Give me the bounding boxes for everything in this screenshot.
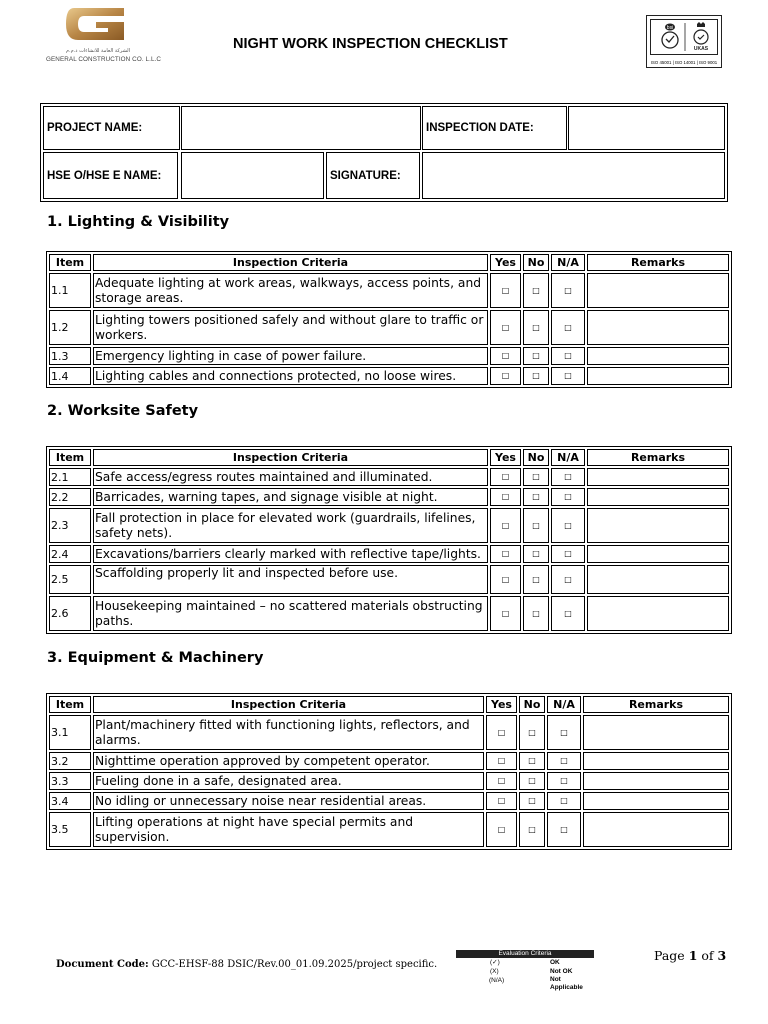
remarks-field[interactable] (587, 596, 729, 631)
table-header-row (49, 696, 729, 713)
inspection-criteria: Fueling done in a safe, designated area. (93, 772, 484, 790)
checklist-row (49, 752, 729, 770)
criteria-header: Inspection Criteria (93, 696, 484, 713)
no-header: No (523, 449, 549, 466)
checklist-row (49, 347, 729, 365)
legend-symbol: (✓) (490, 959, 500, 966)
item-number: 2.4 (49, 545, 91, 563)
inspection-criteria: Nighttime operation approved by competent operator. (93, 752, 484, 770)
yes-header: Yes (490, 254, 521, 271)
inspection-criteria: Emergency lighting in case of power failure. (93, 347, 488, 365)
no-checkbox[interactable]: □ (523, 310, 549, 345)
remarks-header: Remarks (587, 449, 729, 466)
no-checkbox[interactable]: □ (523, 347, 549, 365)
inspection-criteria: Safe access/egress routes maintained and illuminated. (93, 468, 488, 486)
legend-meaning: OK (550, 959, 560, 966)
evaluation-criteria-legend (456, 950, 594, 998)
remarks-field[interactable] (583, 772, 729, 790)
company-logo-mark (64, 6, 128, 42)
yes-header: Yes (486, 696, 517, 713)
section-title-lighting: 1. Lighting & Visibility (47, 214, 230, 230)
yes-checkbox[interactable]: □ (490, 596, 521, 631)
yes-checkbox[interactable]: □ (490, 273, 521, 308)
checklist-row (49, 565, 729, 594)
document-code-value: GCC-EHSF-88 DSIC/Rev.00_01.09.2025/project specific. (148, 959, 438, 970)
remarks-header: Remarks (587, 254, 729, 271)
worksite-safety-checklist-table (46, 446, 732, 634)
ukas-mark-text: UKAS (693, 46, 709, 52)
na-checkbox[interactable]: □ (551, 596, 585, 631)
yes-checkbox[interactable]: □ (486, 772, 517, 790)
page-word: Page (654, 948, 689, 963)
item-header: Item (49, 696, 91, 713)
yes-checkbox[interactable]: □ (490, 310, 521, 345)
na-checkbox[interactable]: □ (551, 273, 585, 308)
na-checkbox[interactable]: □ (551, 488, 585, 506)
checklist-row (49, 792, 729, 810)
item-number: 2.3 (49, 508, 91, 543)
yes-header: Yes (490, 449, 521, 466)
section-title-worksite-safety: 2. Worksite Safety (47, 403, 199, 419)
yes-checkbox[interactable]: □ (490, 347, 521, 365)
inspection-criteria: Scaffolding properly lit and inspected before use. (93, 565, 488, 594)
remarks-field[interactable] (587, 488, 729, 506)
item-number: 1.2 (49, 310, 91, 345)
checklist-row (49, 367, 729, 385)
criteria-header: Inspection Criteria (93, 449, 488, 466)
project-name-field[interactable] (181, 106, 421, 150)
inspection-date-label: INSPECTION DATE: (422, 106, 567, 150)
item-header: Item (49, 254, 91, 271)
item-number: 2.5 (49, 565, 91, 594)
inspection-criteria: Fall protection in place for elevated work (guardrails, lifelines, safety nets). (93, 508, 488, 543)
remarks-field[interactable] (587, 273, 729, 308)
hse-name-field[interactable] (181, 152, 324, 199)
no-checkbox[interactable]: □ (523, 367, 549, 385)
table-header-row (49, 254, 729, 271)
yes-checkbox[interactable]: □ (486, 812, 517, 847)
bsi-mark-text: bsi (666, 25, 674, 31)
yes-checkbox[interactable]: □ (490, 508, 521, 543)
no-checkbox[interactable]: □ (523, 508, 549, 543)
yes-checkbox[interactable]: □ (490, 488, 521, 506)
no-checkbox[interactable]: □ (523, 545, 549, 563)
na-checkbox[interactable]: □ (551, 565, 585, 594)
company-logo (46, 6, 162, 66)
item-number: 1.1 (49, 273, 91, 308)
na-checkbox[interactable]: □ (551, 310, 585, 345)
no-header: No (519, 696, 545, 713)
na-checkbox[interactable]: □ (547, 772, 581, 790)
page-current: 1 (688, 948, 698, 963)
checklist-row (49, 508, 729, 543)
inspection-criteria: Lighting towers positioned safely and without glare to traffic or workers. (93, 310, 488, 345)
remarks-field[interactable] (587, 468, 729, 486)
page-total: 3 (717, 948, 727, 963)
na-checkbox[interactable]: □ (547, 812, 581, 847)
na-header: N/A (551, 254, 585, 271)
na-checkbox[interactable]: □ (551, 367, 585, 385)
legend-symbol: (X) (490, 968, 499, 975)
no-checkbox[interactable]: □ (519, 715, 545, 750)
na-checkbox[interactable]: □ (547, 792, 581, 810)
legend-meaning: Not OK (550, 968, 573, 975)
inspection-criteria: Housekeeping maintained – no scattered materials obstructing paths. (93, 596, 488, 631)
yes-checkbox[interactable]: □ (490, 367, 521, 385)
na-header: N/A (547, 696, 581, 713)
item-number: 3.4 (49, 792, 91, 810)
remarks-field[interactable] (583, 752, 729, 770)
inspection-criteria: No idling or unnecessary noise near residential areas. (93, 792, 484, 810)
page-of: of (697, 948, 718, 963)
section-title-equipment: 3. Equipment & Machinery (47, 650, 264, 666)
item-number: 1.3 (49, 347, 91, 365)
legend-row (456, 976, 594, 994)
inspection-criteria: Lighting cables and connections protected, no loose wires. (93, 367, 488, 385)
remarks-field[interactable] (587, 565, 729, 594)
checklist-row (49, 812, 729, 847)
no-checkbox[interactable]: □ (523, 488, 549, 506)
item-number: 2.2 (49, 488, 91, 506)
no-checkbox[interactable]: □ (519, 812, 545, 847)
checklist-row (49, 310, 729, 345)
project-info-box (40, 103, 728, 202)
remarks-field[interactable] (587, 367, 729, 385)
signature-label: SIGNATURE: (326, 152, 420, 199)
yes-checkbox[interactable]: □ (490, 545, 521, 563)
na-checkbox[interactable]: □ (551, 508, 585, 543)
item-number: 2.1 (49, 468, 91, 486)
item-number: 2.6 (49, 596, 91, 631)
checklist-row (49, 545, 729, 563)
project-name-label: PROJECT NAME: (43, 106, 180, 150)
item-number: 3.5 (49, 812, 91, 847)
lighting-checklist-table (46, 251, 732, 388)
remarks-field[interactable] (587, 310, 729, 345)
inspection-criteria: Adequate lighting at work areas, walkways, access points, and storage areas. (93, 273, 488, 308)
item-number: 3.3 (49, 772, 91, 790)
checklist-row (49, 468, 729, 486)
yes-checkbox[interactable]: □ (490, 565, 521, 594)
legend-symbol: (N/A) (489, 977, 505, 984)
inspection-date-field[interactable] (568, 106, 725, 150)
signature-field[interactable] (422, 152, 725, 199)
inspection-criteria: Barricades, warning tapes, and signage visible at night. (93, 488, 488, 506)
no-header: No (523, 254, 549, 271)
document-code (56, 959, 437, 970)
document-title: NIGHT WORK INSPECTION CHECKLIST (233, 36, 508, 52)
na-checkbox[interactable]: □ (547, 715, 581, 750)
item-number: 1.4 (49, 367, 91, 385)
remarks-field[interactable] (583, 715, 729, 750)
no-checkbox[interactable]: □ (523, 565, 549, 594)
na-header: N/A (551, 449, 585, 466)
na-checkbox[interactable]: □ (547, 752, 581, 770)
yes-checkbox[interactable]: □ (486, 752, 517, 770)
yes-checkbox[interactable]: □ (486, 715, 517, 750)
no-checkbox[interactable]: □ (519, 772, 545, 790)
company-name-english: GENERAL CONSTRUCTION CO. L.L.C (46, 56, 162, 63)
certification-logos (650, 19, 718, 55)
remarks-field[interactable] (587, 508, 729, 543)
equipment-checklist-table (46, 693, 732, 850)
legend-row (456, 967, 594, 976)
no-checkbox[interactable]: □ (519, 752, 545, 770)
certification-badge (646, 15, 722, 68)
criteria-header: Inspection Criteria (93, 254, 488, 271)
na-checkbox[interactable]: □ (551, 347, 585, 365)
remarks-header: Remarks (583, 696, 729, 713)
hse-name-label: HSE O/HSE E NAME: (43, 152, 178, 199)
remarks-field[interactable] (587, 347, 729, 365)
company-name-arabic: الشركة العامة للانشاءات ذ.م.م (65, 48, 131, 54)
inspection-criteria: Plant/machinery fitted with functioning lights, reflectors, and alarms. (93, 715, 484, 750)
remarks-field[interactable] (583, 792, 729, 810)
iso-standards: ISO 45001 | ISO 14001 | ISO 9001 (650, 60, 718, 65)
no-checkbox[interactable]: □ (519, 792, 545, 810)
yes-checkbox[interactable]: □ (490, 468, 521, 486)
checklist-row (49, 488, 729, 506)
no-checkbox[interactable]: □ (523, 596, 549, 631)
no-checkbox[interactable]: □ (523, 273, 549, 308)
bsi-ukas-icon (651, 20, 719, 54)
item-number: 3.2 (49, 752, 91, 770)
checklist-row (49, 772, 729, 790)
no-checkbox[interactable]: □ (523, 468, 549, 486)
remarks-field[interactable] (587, 545, 729, 563)
remarks-field[interactable] (583, 812, 729, 847)
checklist-row (49, 715, 729, 750)
evaluation-criteria-title: Evaluation Criteria (456, 950, 594, 958)
item-header: Item (49, 449, 91, 466)
legend-row (456, 958, 594, 967)
checklist-row (49, 273, 729, 308)
inspection-criteria: Lifting operations at night have special permits and supervision. (93, 812, 484, 847)
yes-checkbox[interactable]: □ (486, 792, 517, 810)
legend-meaning: Not Applicable (550, 976, 583, 991)
item-number: 3.1 (49, 715, 91, 750)
inspection-criteria: Excavations/barriers clearly marked with reflective tape/lights. (93, 545, 488, 563)
document-code-label: Document Code: (56, 959, 149, 970)
checklist-row (49, 596, 729, 631)
na-checkbox[interactable]: □ (551, 468, 585, 486)
page-number (654, 948, 726, 963)
na-checkbox[interactable]: □ (551, 545, 585, 563)
table-header-row (49, 449, 729, 466)
